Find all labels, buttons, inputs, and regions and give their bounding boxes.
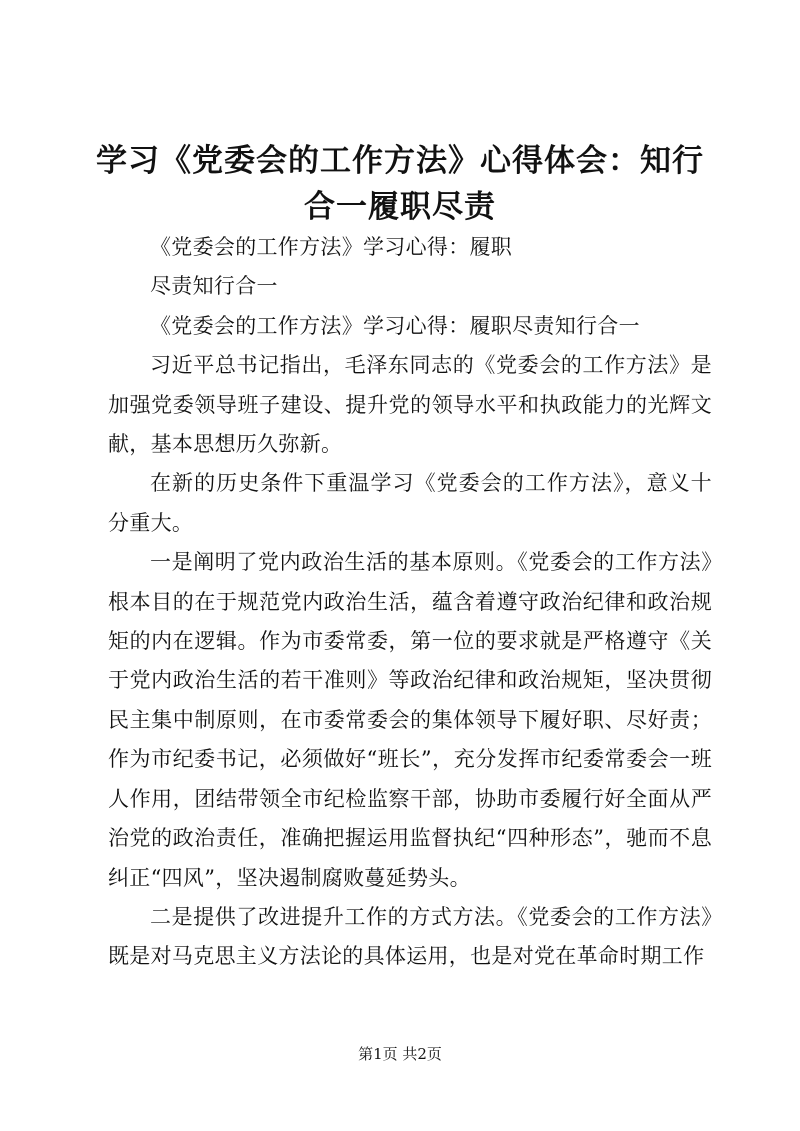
document-body — [108, 228, 712, 977]
paragraph: 二是提供了改进提升工作的方式方法。《党委会的工作方法》既是对马克思主义方法论的具体运用，也是对党在革命时期工作 — [108, 904, 712, 969]
paragraph: 在新的历史条件下重温学习《党委会的工作方法》，意义十分重大。 — [108, 471, 712, 535]
page-number-footer: 第1页 共2页 — [358, 1045, 442, 1063]
paragraph: 尽责知行合一 — [150, 274, 278, 299]
paragraph: 一是阐明了党内政治生活的基本原则。《党委会的工作方法》根本目的在于规范党内政治生活，蕴含着遵守政治纪律和政治规矩的内在逻辑。作为市委常委，第一位的要求就是严格遵守《关于党内政治生活的若干准则》等政治纪律和政治规矩，坚决贯彻民主集中制原则，在市委常委会的集体领导下履好职、尽好责；作为市纪委书记，必须做好“班长”，充分发挥市纪委常委会一班人作用，团结带领全市纪检监察干部，协助市委履行好全面从严治党的政治责任，准确把握运用监督执纪“四种形态”，驰而不息纠正“四风”，坚决遏制腐败蔓延势头。 — [108, 550, 712, 890]
paragraph: 习近平总书记指出，毛泽东同志的《党委会的工作方法》是加强党委领导班子建设、提升党的领导水平和执政能力的光辉文献，基本思想历久弥新。 — [108, 353, 712, 457]
paragraph: 《党委会的工作方法》学习心得：履职尽责知行合一 — [150, 313, 640, 338]
paragraph: 《党委会的工作方法》学习心得：履职 — [150, 235, 513, 259]
document-title: 学习《党委会的工作方法》心得体会：知行合一履职尽责 — [96, 143, 704, 225]
